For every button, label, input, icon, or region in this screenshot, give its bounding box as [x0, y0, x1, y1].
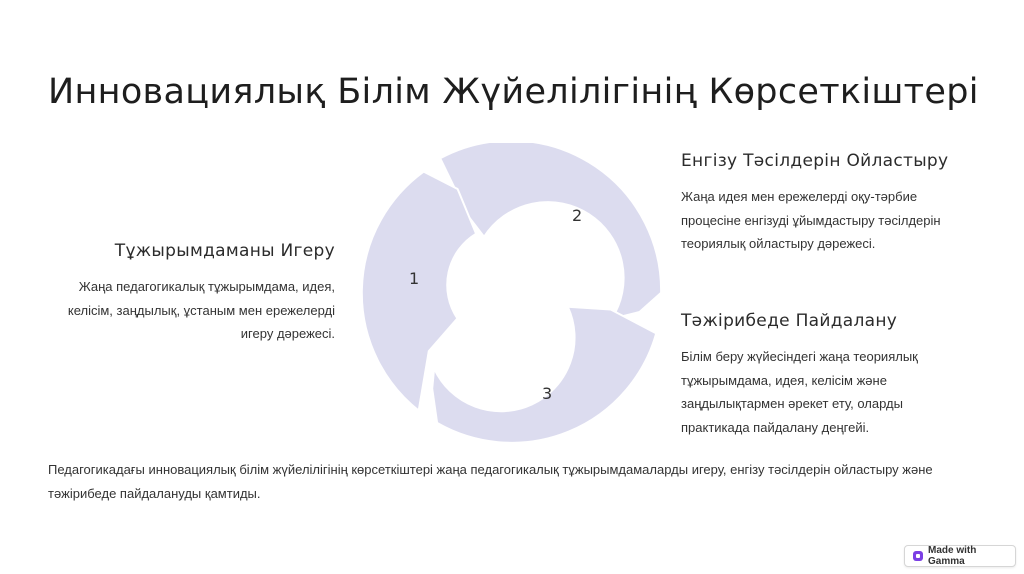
- made-with-gamma-badge[interactable]: [904, 545, 1016, 567]
- cycle-segment-1: [362, 172, 476, 411]
- cycle-number-3: 3: [542, 384, 553, 403]
- slide-title: Инновациялық Білім Жүйелілігінің Көрсеткіштері: [48, 72, 979, 112]
- block-heading: Енгізу Тәсілдерін Ойластыру: [681, 151, 949, 171]
- gamma-logo-icon: [913, 551, 923, 561]
- block-text: Жаңа идея мен ережелерді оқу-тәрбие процесіне енгізуді ұйымдастыру тәсілдерін теориялық ойластыру дәрежесі.: [681, 189, 941, 251]
- block-practical-use: [681, 311, 951, 439]
- cycle-segment-3: [432, 307, 656, 443]
- block-heading: Тұжырымдаманы Игеру: [114, 241, 335, 261]
- block-text: Жаңа педагогикалық тұжырымдама, идея, келісім, заңдылық, ұстаным мен ережелерді игеру дәрежесі.: [67, 279, 335, 341]
- summary-text: Педагогикадағы инновациялық білім жүйелілігінің көрсеткіштері жаңа педагогикалық тұжырымдамаларды игеру, енгізу тәсілдерін ойластыру және тәжірибеде пайдалануды қамтиды.: [48, 462, 933, 501]
- cycle-diagram: [362, 143, 662, 443]
- block-concept-mastery: [45, 241, 335, 346]
- block-text: Білім беру жүйесіндегі жаңа теориялық тұжырымдама, идея, келісім және заңдылықтармен әрекет ету, оларды практикада пайдалану деңгейі.: [681, 349, 918, 435]
- cycle-number-2: 2: [572, 206, 583, 225]
- cycle-number-1: 1: [409, 269, 420, 288]
- block-implementation-methods: [681, 151, 971, 256]
- badge-label: Made with Gamma: [928, 545, 977, 567]
- block-heading: Тәжірибеде Пайдалану: [681, 311, 898, 331]
